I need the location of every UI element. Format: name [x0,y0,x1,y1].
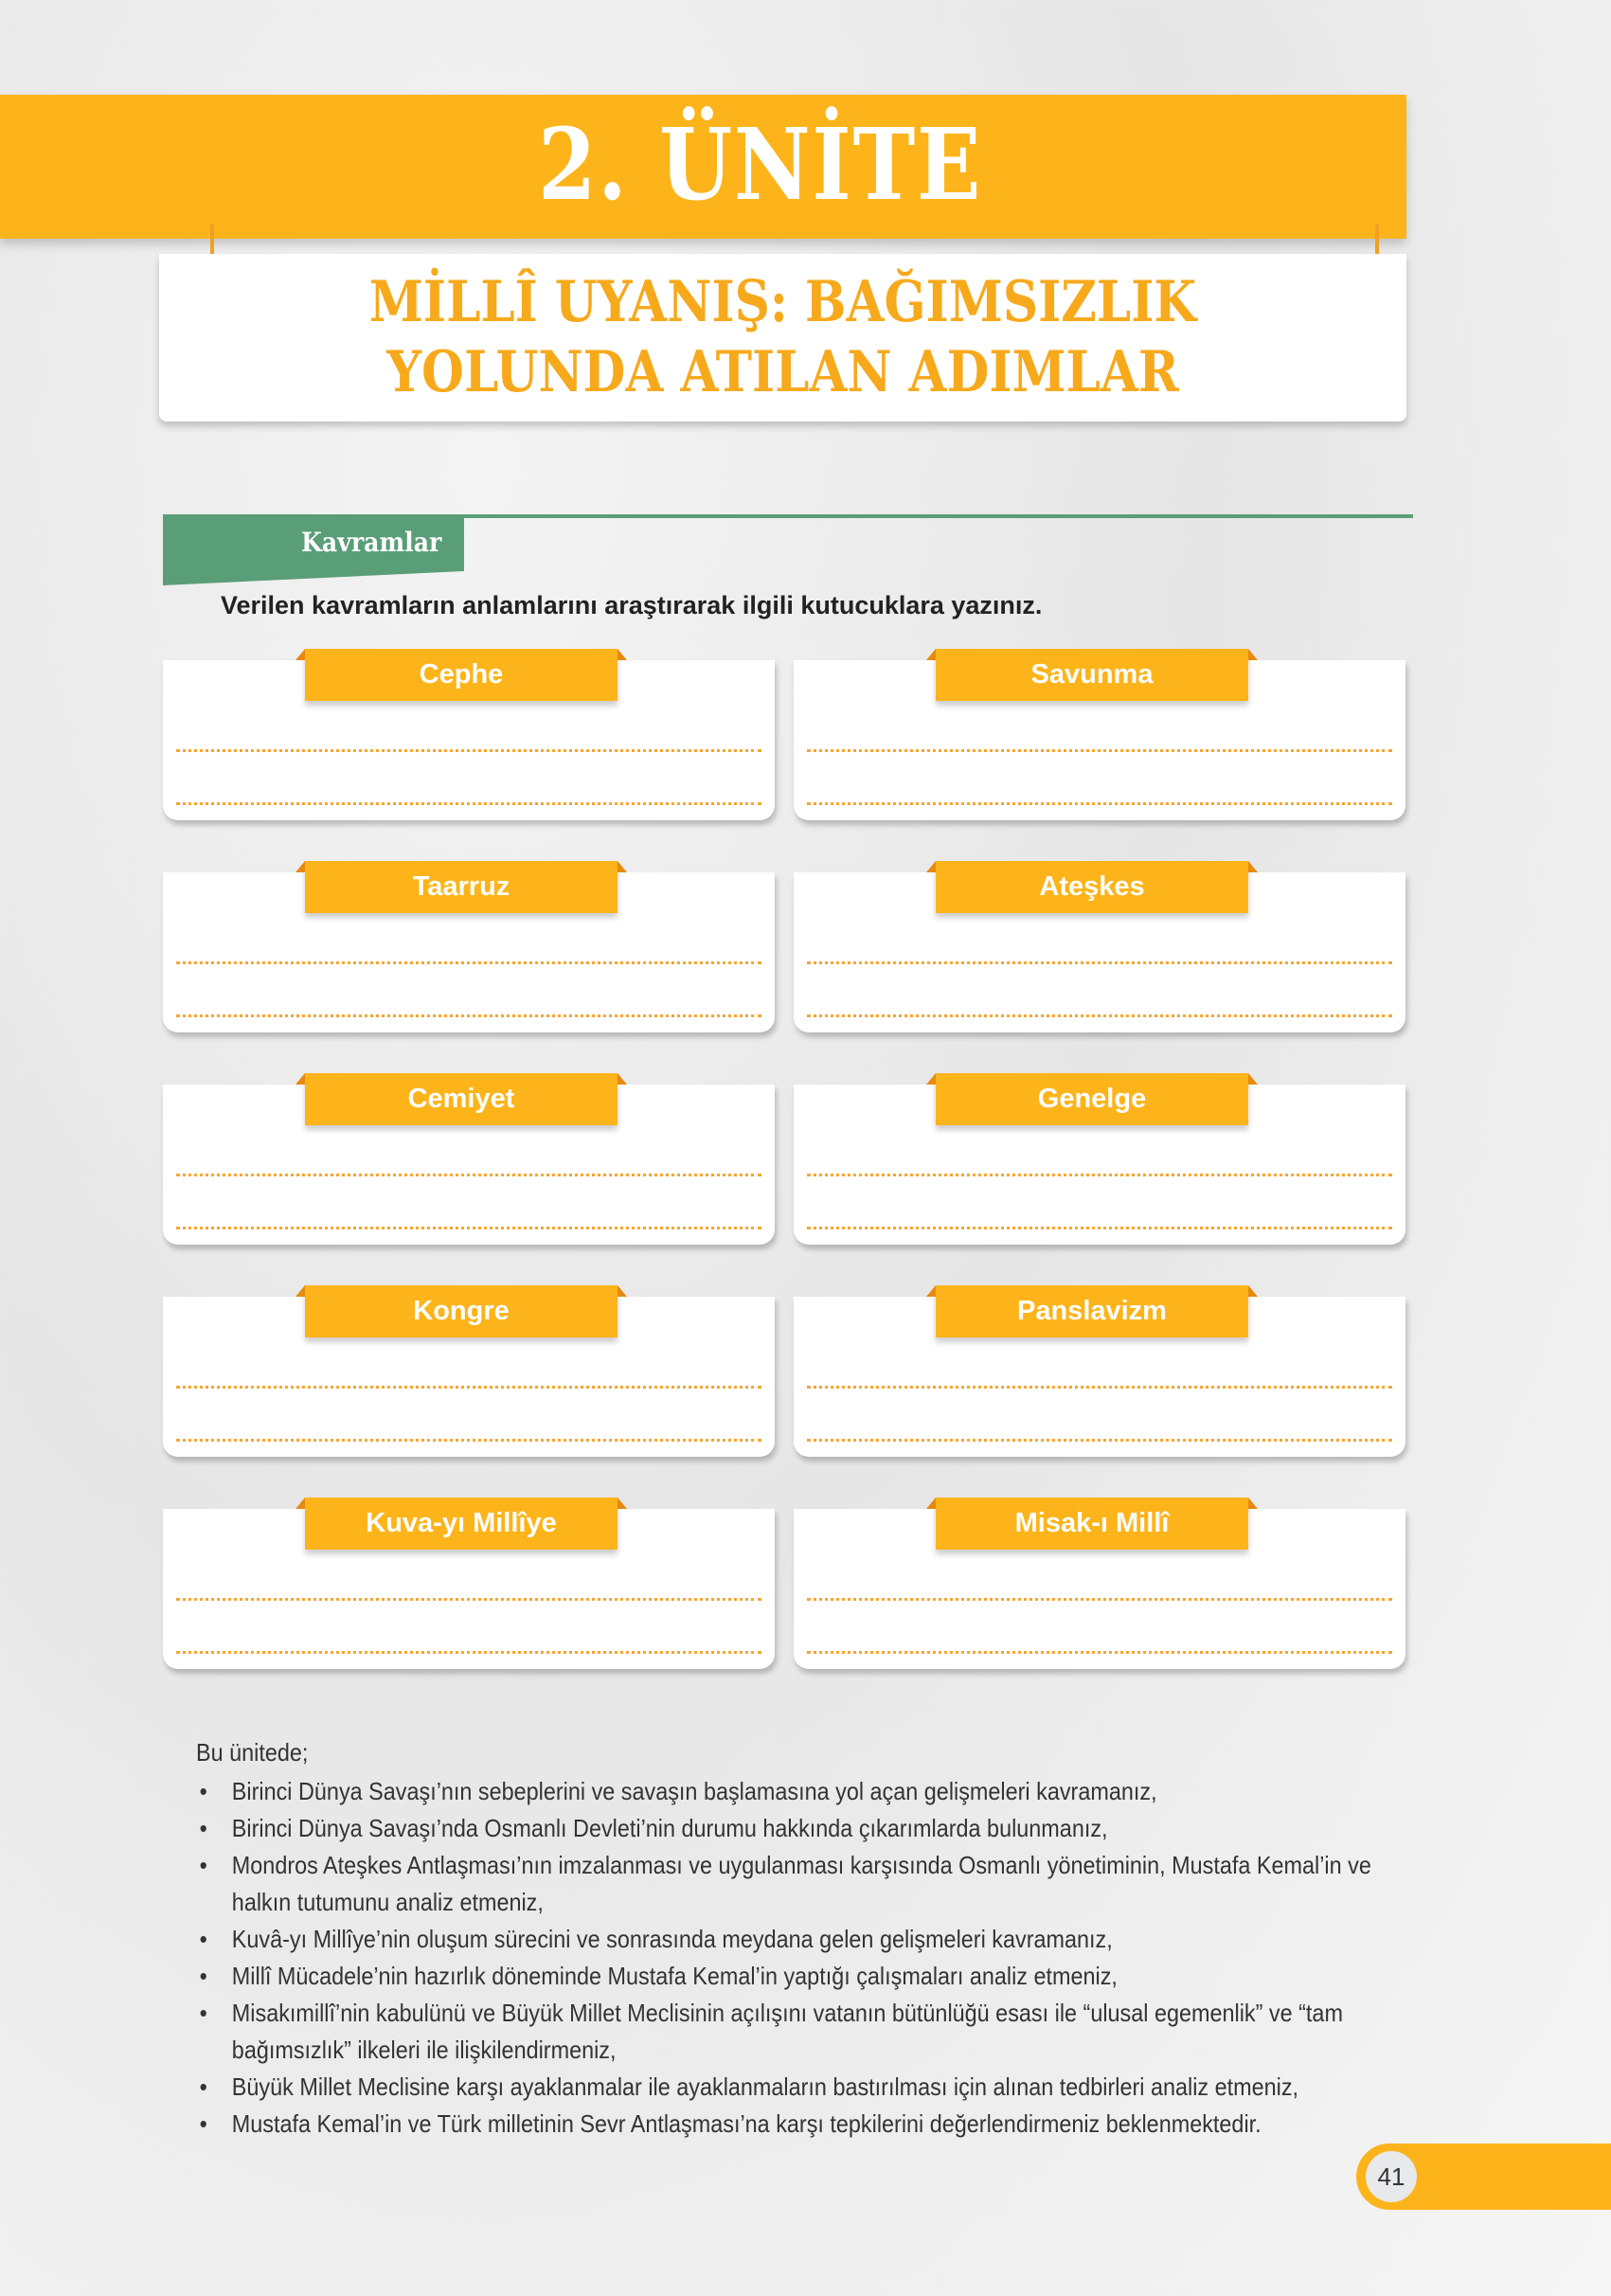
unit-title: 2. ÜNİTE [537,106,983,223]
concept-card[interactable] [163,872,775,1032]
answer-line[interactable] [807,802,1392,805]
goals-intro: Bu ünitede; [196,1738,309,1767]
concept-card[interactable] [163,660,775,820]
answer-line[interactable] [176,1386,761,1389]
answer-line[interactable] [176,1439,761,1442]
answer-line[interactable] [176,1174,761,1176]
goal-item: • Kuvâ-yı Millîye’nin oluşum sürecini ve sonrasında meydana gelen gelişmeleri kavramanız, [196,1921,1389,1958]
answer-line[interactable] [176,749,761,752]
goal-item: • Millî Mücadele’nin hazırlık döneminde Mustafa Kemal’in yaptığı çalışmaları analiz etmeniz, [196,1958,1389,1995]
answer-line[interactable] [807,1227,1392,1229]
goal-item: • Büyük Millet Meclisine karşı ayaklanmalar ile ayaklanmaların bastırılması için alınan tedbirleri analiz etmeniz, [196,2069,1389,2106]
concept-label: Panslavizm [936,1285,1248,1337]
page-number: 41 [1366,2151,1417,2202]
concept-label: Taarruz [305,861,618,913]
answer-line[interactable] [176,961,761,964]
answer-line[interactable] [807,1651,1392,1654]
goal-item: • Birinci Dünya Savaşı’nın sebeplerini ve savaşın başlamasına yol açan gelişmeleri kavramanız, [196,1773,1389,1810]
section-title: Kavramlar [301,527,442,558]
concept-card[interactable] [163,1297,775,1457]
subtitle-line-1: MİLLÎ UYANIŞ: BAĞIMSIZLIK [368,269,1197,335]
answer-line[interactable] [176,1227,761,1229]
concept-label: Savunma [936,649,1248,701]
answer-line[interactable] [807,1598,1392,1601]
answer-line[interactable] [176,802,761,805]
concept-label: Kongre [305,1285,618,1337]
subtitle-line-2: YOLUNDA ATILAN ADIMLAR [386,339,1179,405]
goal-item: • Mondros Ateşkes Antlaşması’nın imzalanması ve uygulanması karşısında Osmanlı yönetiminin, Mustafa Kemal’in ve halkın tutumunu analiz etmeniz, [196,1847,1389,1921]
answer-line[interactable] [807,961,1392,964]
answer-line[interactable] [807,1174,1392,1176]
concept-card[interactable] [794,1509,1405,1669]
goal-item: • Mustafa Kemal’in ve Türk milletinin Sevr Antlaşması’na karşı tepkilerini değerlendirmeniz beklenmektedir. [196,2106,1389,2143]
concept-card[interactable] [794,1085,1405,1245]
concept-card[interactable] [794,1297,1405,1457]
instruction: Verilen kavramların anlamlarını araştırarak ilgili kutucuklara yazınız. [221,591,1043,619]
goals-list [196,1773,1389,2143]
goal-item: • Misakımillî’nin kabulünü ve Büyük Millet Meclisinin açılışını vatanın bütünlüğü esası ile “ulusal egemenlik” ve “tam bağımsızlık” ilkeleri ile ilişkilendirmeniz, [196,1995,1389,2069]
answer-line[interactable] [176,1598,761,1601]
answer-line[interactable] [176,1014,761,1017]
concept-card[interactable] [794,872,1405,1032]
concept-card[interactable] [794,660,1405,820]
section-divider [464,514,1413,518]
concept-label: Cemiyet [305,1073,618,1125]
answer-line[interactable] [807,749,1392,752]
answer-line[interactable] [807,1439,1392,1442]
concept-label: Cephe [305,649,618,701]
concept-card[interactable] [163,1509,775,1669]
answer-line[interactable] [807,1386,1392,1389]
unit-subtitle [246,267,1319,407]
concept-label: Misak-ı Millî [936,1498,1248,1550]
concept-label: Ateşkes [936,861,1248,913]
answer-line[interactable] [807,1014,1392,1017]
concept-card[interactable] [163,1085,775,1245]
answer-line[interactable] [176,1651,761,1654]
concept-label: Kuva-yı Millîye [305,1498,618,1550]
goal-item: • Birinci Dünya Savaşı’nda Osmanlı Devleti’nin durumu hakkında çıkarımlarda bulunmanız, [196,1810,1389,1847]
concept-label: Genelge [936,1073,1248,1125]
